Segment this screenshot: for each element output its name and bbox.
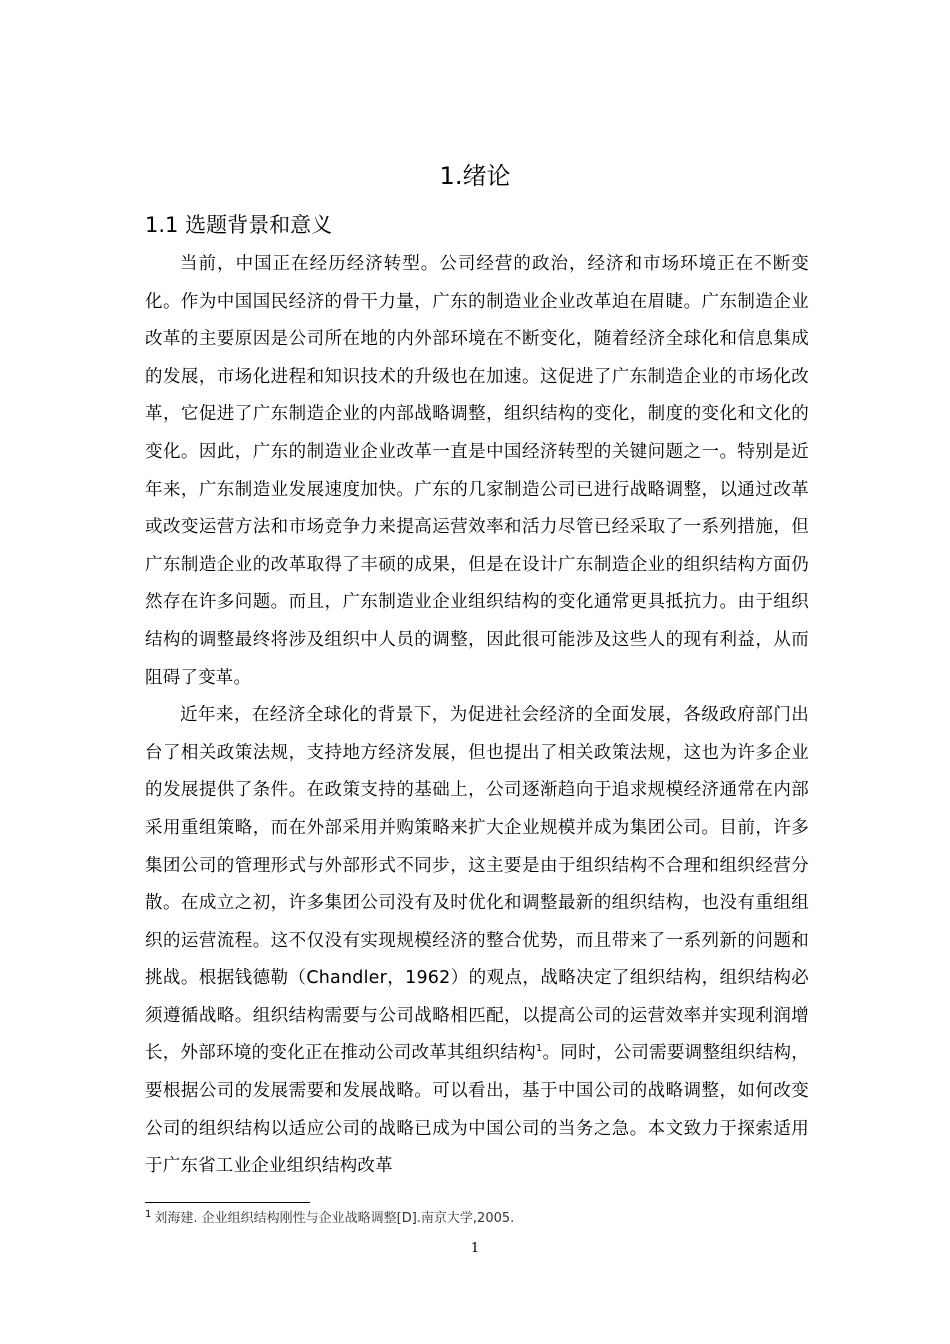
paragraph-1-text: 当前，中国正在经历经济转型。公司经营的政治，经济和市场环境正在不断变化。作为中国国民经济的骨干力量，广东的制造业企业改革迫在眉睫。广东制造企业改革的主要原因是公司所在地的内外部环境在不断变化，随着经济全球化和信息集成的发展，市场化进程和知识技术的升级也在加速。这促进了广东制造企业的市场化改革，它促进了广东制造企业的内部战略调整，组织结构的变化，制度的变化和文化的变化。因此，广东的制造业企业改革一直是中国经济转型的关键问题之一。特别是近年来，广东制造业发展速度加快。广东的几家制造公司已进行战略调整，以通过改革或改变运营方法和市场竞争力来提高运营效率和活力尽管已经采取了一系列措施，但广东制造企业的改革取得了丰硕的成果，但是在设计广东制造企业的组织结构方面仍然存在许多问题。而且，广东制造业企业组织结构的变化通常更具抵抗力。由于组织结构的调整最终将涉及组织中人员的调整，因此很可能涉及这些人的现有利益，从而阻碍了变革。 (145, 254, 809, 688)
footnote-mark: 1 (145, 1208, 152, 1220)
paragraph-2 (145, 697, 809, 1186)
section-heading: 1.1 选题背景和意义 (145, 213, 333, 237)
page-number: 1 (470, 1241, 480, 1256)
footnote-reference[interactable]: 1 (535, 1043, 543, 1055)
paragraph-1 (145, 246, 809, 697)
body-text (145, 246, 809, 1186)
footnote (145, 1210, 514, 1228)
paragraph-2-text-after-note: 。同时，公司需要调整组织结构，要根据公司的发展需要和发展战略。可以看出，基于中国公司的战略调整，如何改变公司的组织结构以适应公司的战略已成为中国公司的当务之急。本文致力于探索适用于广东省工业企业组织结构改革 (145, 1043, 809, 1177)
footnote-text: 刘海建. 企业组织结构刚性与企业战略调整[D].南京大学,2005. (154, 1211, 515, 1226)
paragraph-2-text-before-note: 近年来，在经济全球化的背景下，为促进社会经济的全面发展，各级政府部门出台了相关政策法规，支持地方经济发展，但也提出了相关政策法规，这也为许多企业的发展提供了条件。在政策支持的基础上，公司逐渐趋向于追求规模经济通常在内部采用重组策略，而在外部采用并购策略来扩大企业规模并成为集团公司。目前，许多集团公司的管理形式与外部形式不同步，这主要是由于组织结构不合理和组织经营分散。在成立之初，许多集团公司没有及时优化和调整最新的组织结构，也没有重组组织的运营流程。这不仅没有实现规模经济的整合优势，而且带来了一系列新的问题和挑战。根据钱德勒（Chandler，1962）的观点，战略决定了组织结构，组织结构必须遵循战略。组织结构需要与公司战略相匹配，以提高公司的运营效率并实现利润增长，外部环境的变化正在推动公司改革其组织结构 (145, 705, 809, 1064)
chapter-title: 1.绪论 (439, 162, 511, 190)
footnote-separator (145, 1202, 310, 1203)
